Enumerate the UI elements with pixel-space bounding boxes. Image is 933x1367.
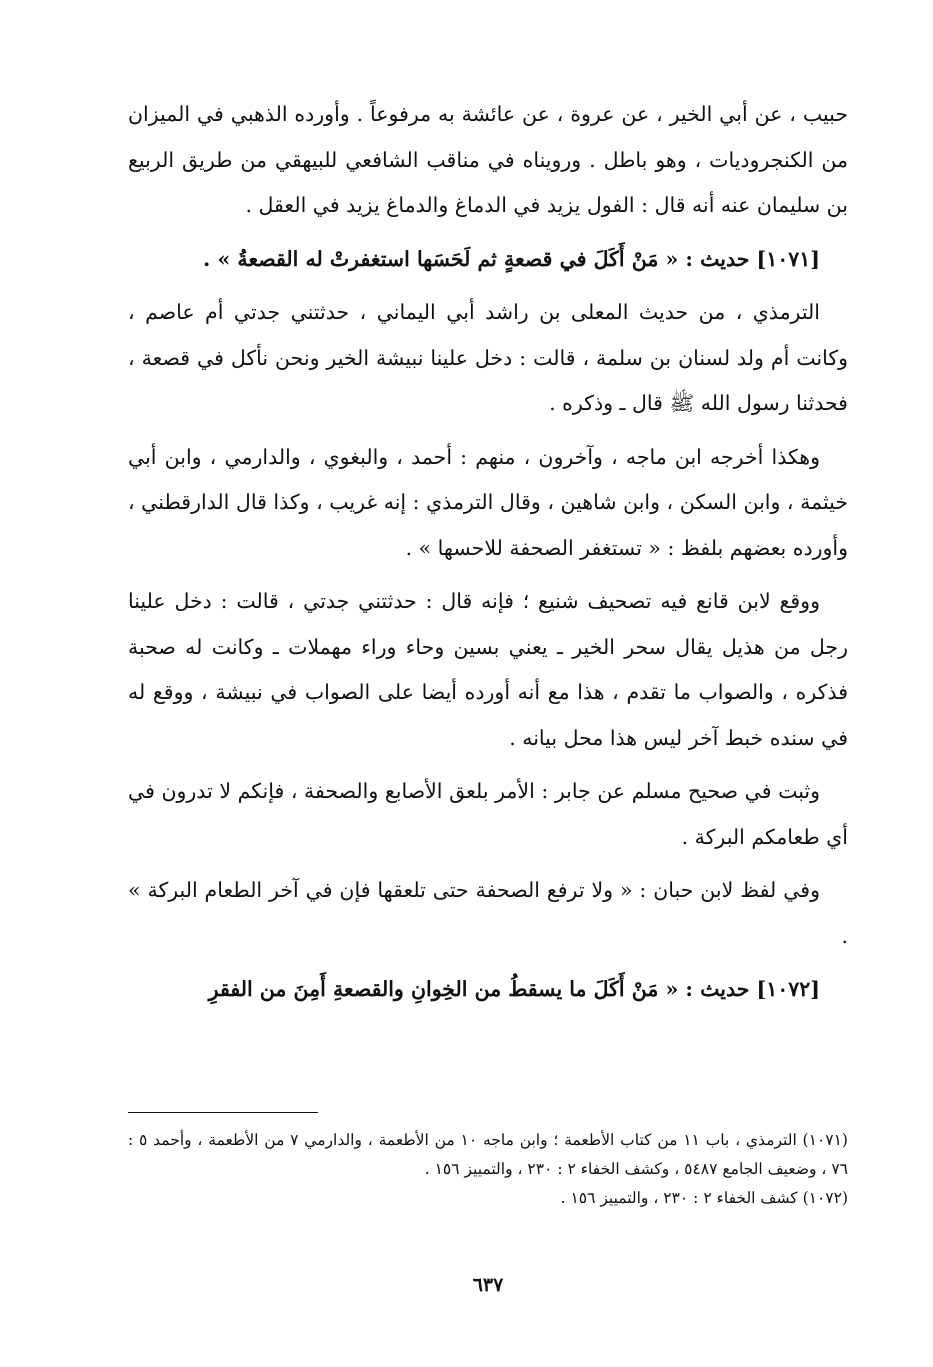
paragraph-continuation: حبيب ، عن أبي الخير ، عن عروة ، عن عائشة به مرفوعاً . وأورده الذهبي في الميزان من الكنجروديات ، وهو باطل . ورويناه في مناقب الشافعي للبيهقي من طريق الربيع بن سليمان عنه أنه قال : الفول يزيد في الدماغ والدماغ يزيد في العقل . (128, 102, 848, 217)
paragraph-muslim: وثبت في صحيح مسلم عن جابر : الأمر بلعق الأصابع والصحفة ، فإنكم لا تدرون في أي طعامكم البركة . (128, 779, 848, 849)
footnotes (128, 1126, 848, 1213)
paragraph-ibn-majah: وهكذا أخرجه ابن ماجه ، وآخرون ، منهم : أحمد ، والبغوي ، والدارمي ، وابن أبي خيثمة ، وابن السكن ، وابن شاهين ، وقال الترمذي : إنه غريب ، وكذا قال الدارقطني ، وأورده بعضهم بلفظ : « تستغفر الصحفة للاحسها » . (128, 444, 848, 560)
hadith-heading-1072: [١٠٧٢] حديث : « مَنْ أَكَلَ ما يسقطُ من الخِوانِ والقصعةِ أَمِنَ من الفقرِ (208, 977, 820, 1001)
page-number: ٦٣٧ (472, 1274, 504, 1296)
footnote-1071: (١٠٧١) الترمذي ، باب ١١ من كتاب الأطعمة ؛ وابن ماجه ١٠ من الأطعمة ، والدارمي ٧ من الأطعمة ، وأحمد ٥ : ٧٦ ، وضعيف الجامع ٥٤٨٧ ، وكشف الخفاء ٢ : ٢٣٠ ، والتمييز ١٥٦ . (128, 1131, 848, 1178)
book-page (128, 92, 848, 1312)
hadith-heading-1071: [١٠٧١] حديث : « مَنْ أَكَلَ في قصعةٍ ثم لَحَسَها استغفرتْ له القصعةُ » . (203, 246, 820, 271)
footnote-divider (128, 1112, 318, 1113)
paragraph-ibn-qani: ووقع لابن قانع فيه تصحيف شنيع ؛ فإنه قال : حدثتني جدتي ، قالت : دخل علينا رجل من هذيل يقال سحر الخير ـ يعني بسين وحاء وراء مهملات ـ وكانت له صحبة فذكره ، والصواب ما تقدم ، هذا مع أنه أورده أيضا على الصواب في نبيشة ، ووقع له في سنده خبط آخر ليس هذا محل بيانه . (128, 589, 848, 750)
paragraph-tirmidhi: الترمذي ، من حديث المعلى بن راشد أبي اليماني ، حدثتني جدتي أم عاصم ، وكانت أم ولد لسنان بن سلمة ، قالت : دخل علينا نبيشة الخير ونحن نأكل في قصعة ، فحدثنا رسول الله ﷺ قال ـ وذكره . (128, 300, 848, 415)
paragraph-ibn-hibban: وفي لفظ لابن حبان : « ولا ترفع الصحفة حتى تلعقها فإن في آخر الطعام البركة » . (128, 878, 848, 948)
footnote-1072: (١٠٧٢) كشف الخفاء ٢ : ٢٣٠ ، والتمييز ١٥٦ . (560, 1189, 848, 1207)
